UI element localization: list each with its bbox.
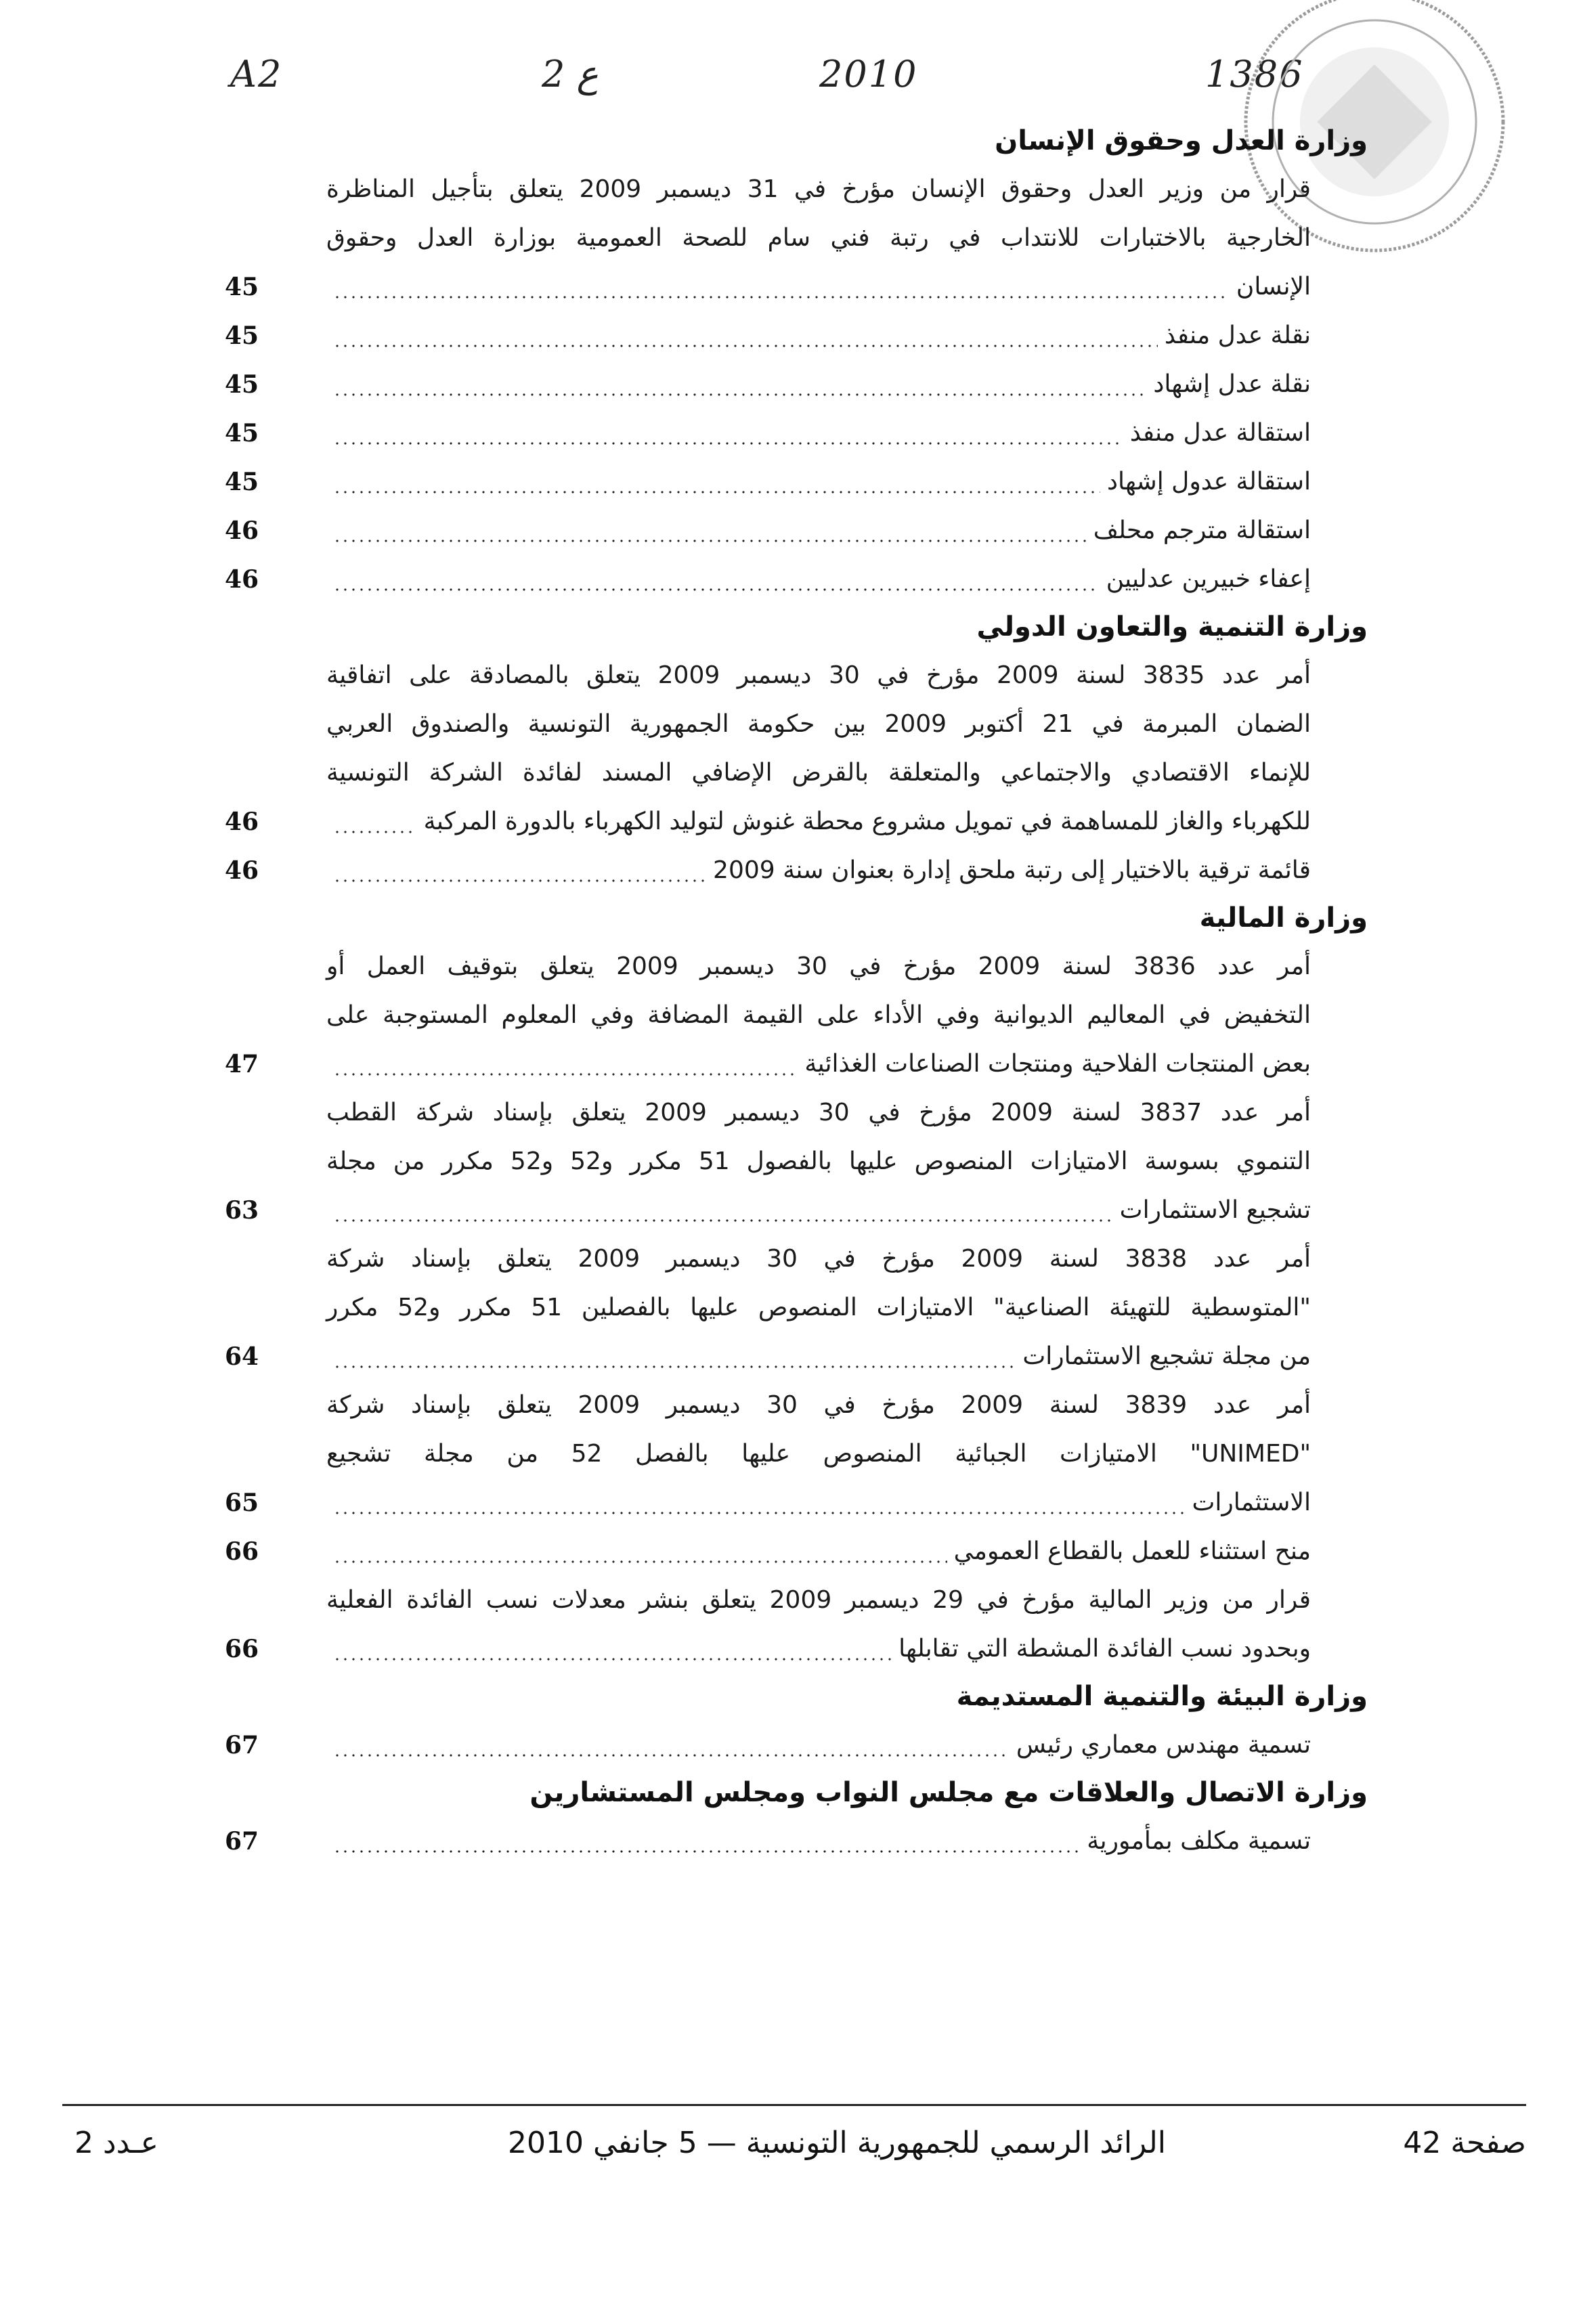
toc-entry-text: استقالة عدل منفذ [1129, 419, 1311, 447]
toc-entry-text: أمر عدد 3835 لسنة 2009 مؤرخ في 30 ديسمبر 2009 يتعلق بالمصادقة على اتفاقية [326, 661, 1311, 689]
dot-leader [333, 588, 1100, 591]
toc-entry [326, 1721, 1311, 1770]
handwritten-mark-issue: 2 ع [542, 53, 599, 95]
toc-entry [326, 263, 1311, 311]
toc-entry-text: أمر عدد 3838 لسنة 2009 مؤرخ في 30 ديسمبر 2009 يتعلق بإسناد شركة [326, 1245, 1311, 1273]
dot-leader [333, 1512, 1186, 1514]
toc-page-number: 45 [225, 273, 259, 301]
toc-page-number: 66 [225, 1537, 259, 1566]
handwritten-mark-year: 2010 [819, 53, 918, 95]
toc-entry-text: للكهرباء والغاز للمساهمة في تمويل مشروع محطة غنوش لتوليد الكهرباء بالدورة المركبة [423, 808, 1311, 835]
toc-page-number: 64 [225, 1342, 259, 1371]
toc-entry-text: أمر عدد 3839 لسنة 2009 مؤرخ في 30 ديسمبر 2009 يتعلق بإسناد شركة [326, 1391, 1311, 1419]
toc-entry-text: وبحدود نسب الفائدة المشطة التي تقابلها [898, 1635, 1311, 1663]
toc-entry [326, 1332, 1311, 1381]
dot-leader [333, 879, 706, 882]
toc-page-number: 66 [225, 1635, 259, 1663]
toc-entry [326, 311, 1311, 360]
toc-entry [326, 1527, 1311, 1576]
footer-issue-number: عـدد 2 [74, 2126, 158, 2160]
toc-entry [326, 1817, 1311, 1866]
toc-page-number: 45 [225, 468, 259, 496]
toc-entry [326, 360, 1311, 409]
toc-entry-text: الاستثمارات [1192, 1489, 1311, 1516]
toc-page-number: 45 [225, 419, 259, 447]
toc-entry-text: منح استثناء للعمل بالقطاع العمومي [953, 1537, 1311, 1565]
dot-leader [333, 1850, 1080, 1853]
toc-entry-text: استقالة مترجم محلف [1093, 517, 1311, 544]
toc-page-number: 67 [225, 1731, 259, 1759]
toc-entry [326, 797, 1311, 846]
dot-leader [333, 540, 1087, 542]
toc-page-number: 46 [225, 565, 259, 594]
toc-entry-text: تسمية مهندس معماري رئيس [1016, 1731, 1311, 1759]
toc-page-number: 45 [225, 322, 259, 350]
dot-leader [333, 393, 1146, 396]
toc-entry-text: من مجلة تشجيع الاستثمارات [1022, 1342, 1311, 1370]
toc-entry-text: أمر عدد 3836 لسنة 2009 مؤرخ في 30 ديسمبر 2009 يتعلق بتوقيف العمل أو [326, 952, 1311, 980]
section-title: وزارة البيئة والتنمية المستديمة [956, 1681, 1368, 1712]
dot-leader [333, 345, 1158, 347]
toc-entry-text: قرار من وزير المالية مؤرخ في 29 ديسمبر 2009 يتعلق بنشر معدلات نسب الفائدة الفعلية [326, 1586, 1311, 1614]
toc-entry-text: أمر عدد 3837 لسنة 2009 مؤرخ في 30 ديسمبر 2009 يتعلق بإسناد شركة القطب [326, 1099, 1311, 1126]
toc-entry-text: "UNIMED" الامتيازات الجبائية المنصوص عليها بالفصل 52 من مجلة تشجيع [326, 1440, 1311, 1468]
section-title: وزارة التنمية والتعاون الدولي [976, 611, 1368, 642]
dot-leader [333, 296, 1230, 299]
toc-page-number: 65 [225, 1489, 259, 1517]
toc-entry-text: نقلة عدل منفذ [1164, 322, 1311, 349]
toc-entry-text: للإنماء الاقتصادي والاجتماعي والمتعلقة بالقرض الإضافي المسند لفائدة الشركة التونسية [326, 759, 1311, 787]
toc-entry [326, 555, 1311, 604]
toc-entry-text: بعض المنتجات الفلاحية ومنتجات الصناعات الغذائية [804, 1050, 1311, 1078]
toc-entry [326, 458, 1311, 506]
toc-entry [326, 1186, 1311, 1235]
toc-entry-text: الخارجية بالاختبارات للانتداب في رتبة فني سام للصحة العمومية بوزارة العدل وحقوق [326, 224, 1311, 252]
section-title: وزارة المالية [1199, 902, 1368, 934]
dot-leader [333, 1658, 892, 1661]
toc-entry-text: تسمية مكلف بمأمورية [1087, 1827, 1311, 1855]
toc-entry-text: التنموي بسوسة الامتيازات المنصوص عليها بالفصول 51 مكرر و52 و52 مكرر من مجلة [326, 1147, 1311, 1175]
handwritten-mark-a2: A2 [230, 53, 283, 95]
section-title: وزارة الاتصال والعلاقات مع مجلس النواب ومجلس المستشارين [529, 1777, 1368, 1808]
toc-entry-text: الضمان المبرمة في 21 أكتوبر 2009 بين حكومة الجمهورية التونسية والصندوق العربي [326, 710, 1311, 738]
toc-page-number: 46 [225, 856, 259, 885]
toc-page-number: 46 [225, 808, 259, 836]
dot-leader [333, 1754, 1010, 1757]
toc-entry [326, 846, 1311, 895]
toc-entry-text: تشجيع الاستثمارات [1119, 1196, 1311, 1224]
dot-leader [333, 1073, 798, 1076]
toc-page-number: 45 [225, 370, 259, 399]
dot-leader [333, 1560, 947, 1563]
toc-entry-text: استقالة عدول إشهاد [1106, 468, 1311, 496]
section-title: وزارة العدل وحقوق الإنسان [995, 125, 1368, 156]
dot-leader [333, 491, 1100, 494]
toc-entry [326, 1040, 1311, 1089]
footer-journal-title: الرائد الرسمي للجمهورية التونسية — 5 جانفي 2010 [508, 2126, 1166, 2160]
toc-entry-text: إعفاء خبيرين عدليين [1106, 565, 1311, 593]
toc-entry-text: "المتوسطية للتهيئة الصناعية" الامتيازات المنصوص عليها بالفصلين 51 مكرر و52 مكرر [326, 1294, 1311, 1321]
footer-rule [62, 2104, 1526, 2106]
handwritten-mark-number: 1386 [1205, 53, 1304, 95]
toc-entry-text: التخفيض في المعاليم الديوانية وفي الأداء على القيمة المضافة وفي المعلوم المستوجبة على [326, 1001, 1311, 1029]
toc-entry [326, 1478, 1311, 1527]
toc-page-number: 46 [225, 517, 259, 545]
toc-page-number: 63 [225, 1196, 259, 1225]
dot-leader [333, 1365, 1016, 1368]
toc-entry [326, 1625, 1311, 1673]
dot-leader [333, 831, 417, 833]
toc-entry-text: الإنسان [1236, 273, 1311, 301]
toc-page-number: 67 [225, 1827, 259, 1856]
dot-leader [333, 1219, 1113, 1222]
toc-entry [326, 506, 1311, 555]
dot-leader [333, 442, 1123, 445]
toc-page-number: 47 [225, 1050, 259, 1078]
footer-page-label: صفحة 42 [1403, 2126, 1526, 2160]
toc-entry-text: نقلة عدل إشهاد [1153, 370, 1311, 398]
toc-entry-text: قرار من وزير العدل وحقوق الإنسان مؤرخ في 31 ديسمبر 2009 يتعلق بتأجيل المناظرة [326, 175, 1311, 203]
toc-entry-text: قائمة ترقية بالاختيار إلى رتبة ملحق إدارة بعنوان سنة 2009 [713, 856, 1311, 884]
toc-entry [326, 409, 1311, 458]
